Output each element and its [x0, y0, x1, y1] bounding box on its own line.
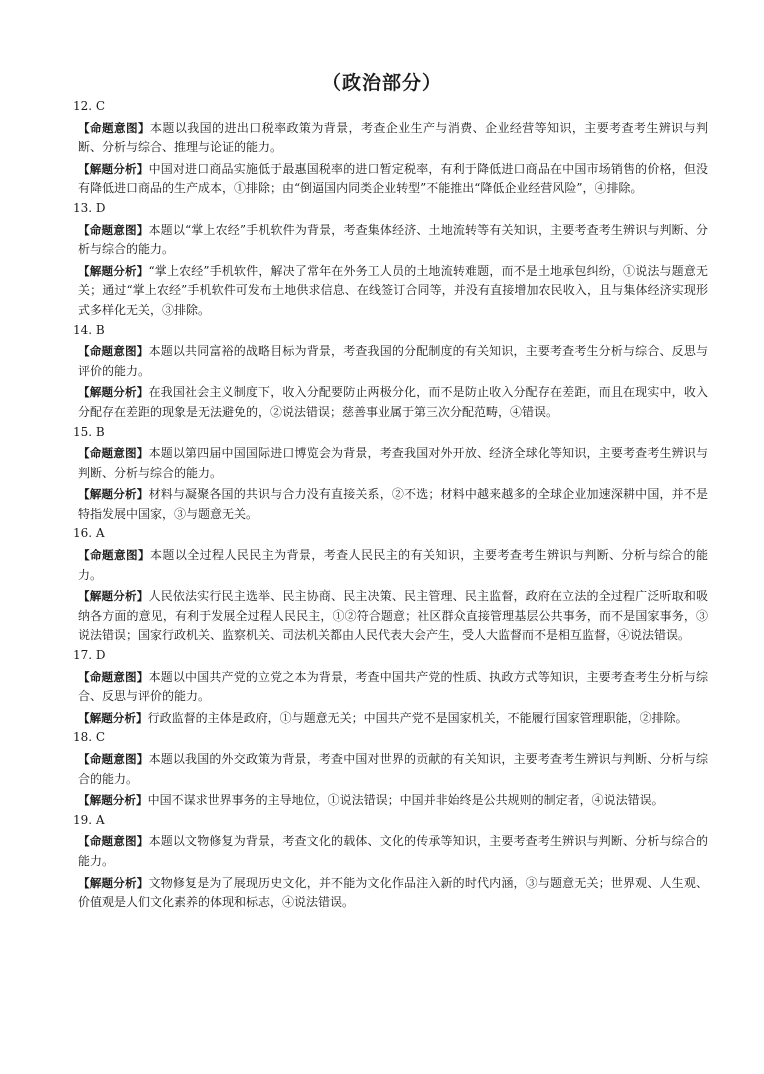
intent-paragraph — [62, 750, 708, 789]
answer-item — [62, 321, 708, 423]
intent-label: 【命题意图】 — [78, 669, 149, 684]
analysis-paragraph — [62, 587, 708, 646]
answer-item — [62, 646, 708, 728]
analysis-paragraph — [62, 709, 708, 729]
answer-item — [62, 423, 708, 525]
intent-paragraph — [62, 546, 708, 585]
answer-item — [62, 524, 708, 646]
intent-label: 【命题意图】 — [78, 344, 149, 359]
answer-item — [62, 97, 708, 199]
analysis-label: 【解题分析】 — [78, 710, 148, 725]
question-number: 13. D — [73, 200, 106, 215]
analysis-text: 人民依法实行民主选举、民主协商、民主决策、民主管理、民主监督，政府在立法的全过程广泛听取和吸纳各方面的意见，有利于发展全过程人民民主，①②符合题意；社区群众直接管理基层公共事务，而不是国家事务，③说法错误；国家行政机关、监察机关、司法机关都由人民代表大会产生，受人大监督而不是相互监督，④说法错误。 — [78, 589, 708, 643]
intent-label: 【命题意图】 — [78, 120, 151, 135]
intent-paragraph — [62, 119, 708, 158]
intent-text: 本题以“掌上农经”手机软件为背景，考查集体经济、土地流转等有关知识，主要考查考生辨识与判断、分析与综合的能力。 — [78, 222, 708, 257]
intent-paragraph — [62, 668, 708, 707]
intent-text: 本题以文物修复为背景，考查文化的载体、文化的传承等知识，主要考查考生辨识与判断、分析与综合的能力。 — [78, 834, 708, 868]
intent-label: 【命题意图】 — [78, 446, 149, 461]
intent-label: 【命题意图】 — [78, 548, 151, 563]
intent-text: 本题以全过程人民民主为背景，考查人民民主的有关知识，主要考查考生辨识与判断、分析与综合的能力。 — [78, 548, 708, 582]
analysis-text: 在我国社会主义制度下，收入分配要防止两极分化，而不是防止收入分配存在差距，而且在现实中，收入分配存在差距的现象是无法避免的，②说法错误；慈善事业属于第三次分配范畴，④错误。 — [78, 385, 708, 419]
question-number: 12. C — [73, 99, 106, 113]
answer-item — [62, 811, 708, 913]
intent-label: 【命题意图】 — [78, 834, 149, 849]
analysis-text: “掌上农经”手机软件，解决了常年在外务工人员的土地流转难题，而不是土地承包纠纷，①说法与题意无关；通过“掌上农经”手机软件可发布土地供求信息、在线签订合同等，并没有直接增加农民收入，且与集体经济实现形式多样化无关，③排除。 — [78, 263, 708, 317]
intent-paragraph — [62, 444, 708, 483]
analysis-paragraph — [62, 874, 708, 913]
answer-item — [62, 728, 708, 810]
analysis-label: 【解题分析】 — [78, 385, 149, 400]
question-number: 14. B — [73, 322, 105, 337]
analysis-text: 中国对进口商品实施低于最惠国税率的进口暂定税率，有利于降低进口商品在中国市场销售的价格，但没有降低进口商品的生产成本，①排除；由“倒逼国内同类企业转型”不能推出“降低企业经营风险”，④排除。 — [78, 161, 708, 196]
intent-text: 本题以第四届中国国际进口博览会为背景，考查我国对外开放、经济全球化等知识，主要考查考生辨识与判断、分析与综合的能力。 — [78, 446, 708, 480]
analysis-text: 中国不谋求世界事务的主导地位，①说法错误；中国并非始终是公共规则的制定者，④说法错误。 — [147, 793, 664, 808]
intent-label: 【命题意图】 — [78, 222, 149, 237]
intent-text: 本题以共同富裕的战略目标为背景，考查我国的分配制度的有关知识，主要考查考生分析与综合、反思与评价的能力。 — [78, 344, 708, 378]
analysis-paragraph — [62, 485, 708, 524]
intent-label: 【命题意图】 — [78, 752, 149, 766]
analysis-paragraph — [62, 791, 708, 811]
intent-text: 本题以我国的外交政策为背景，考查中国对世界的贡献的有关知识，主要考查考生辨识与判断、分析与综合的能力。 — [78, 752, 708, 786]
analysis-label: 【解题分析】 — [78, 161, 149, 176]
analysis-label: 【解题分析】 — [78, 589, 149, 604]
question-number: 19. A — [73, 812, 105, 827]
intent-paragraph — [62, 832, 708, 871]
analysis-text: 文物修复是为了展现历史文化，并不能为文化作品注入新的时代内涵，③与题意无关；世界观、人生观、价值观是人们文化素养的体现和标志，④说法错误。 — [78, 875, 708, 910]
intent-text: 本题以我国的进出口税率政策为背景，考查企业生产与消费、企业经营等知识，主要考查考生辨识与判断、分析与综合、推理与论证的能力。 — [78, 120, 708, 155]
analysis-label: 【解题分析】 — [78, 263, 149, 278]
analysis-paragraph — [62, 262, 708, 321]
analysis-label: 【解题分析】 — [78, 793, 148, 808]
intent-text: 本题以中国共产党的立党之本为背景，考查中国共产党的性质、执政方式等知识，主要考查考生分析与综合、反思与评价的能力。 — [78, 669, 708, 704]
section-title: （政治部分） — [321, 72, 442, 94]
answer-item — [62, 199, 708, 321]
question-number: 18. C — [73, 730, 106, 745]
question-number: 17. D — [73, 648, 106, 663]
analysis-paragraph — [62, 383, 708, 422]
analysis-text: 行政监督的主体是政府，①与题意无关；中国共产党不是国家机关，不能履行国家管理职能，②排除。 — [147, 710, 688, 725]
analysis-text: 材料与凝聚各国的共识与合力没有直接关系，②不选；材料中越来越多的全球企业加速深耕中国，并不是特指发展中国家，③与题意无关。 — [78, 487, 708, 521]
analysis-label: 【解题分析】 — [78, 487, 149, 502]
question-number: 15. B — [73, 424, 105, 439]
question-number: 16. A — [73, 526, 105, 541]
analysis-label: 【解题分析】 — [78, 875, 149, 890]
analysis-paragraph — [62, 160, 708, 199]
intent-paragraph — [62, 342, 708, 381]
answer-list — [62, 97, 708, 913]
intent-paragraph — [62, 221, 708, 260]
